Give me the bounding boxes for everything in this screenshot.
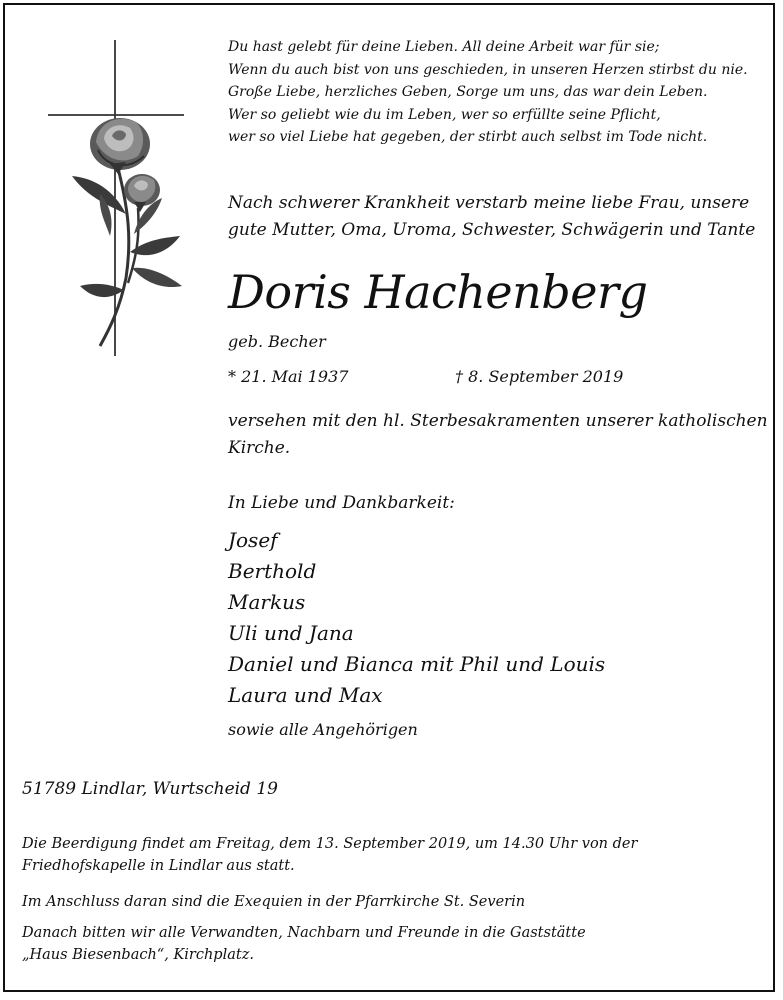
funeral-line: Die Beerdigung findet am Freitag, dem 13. September 2019, um 14.30 Uhr von der (22, 836, 638, 852)
mourner: Uli und Jana (228, 621, 354, 645)
poem-line: Wenn du auch bist von uns geschieden, in unseren Herzen stirbst du nie. (228, 61, 748, 78)
reception-line: Danach bitten wir alle Verwandten, Nachbarn und Freunde in die Gaststätte (22, 925, 586, 941)
death-announcement (228, 190, 755, 244)
announcement-line: gute Mutter, Oma, Uroma, Schwester, Schwägerin und Tante (228, 220, 756, 240)
reception-line: „Haus Biesenbach“, Kirchplatz. (22, 947, 254, 963)
birth-date: * 21. Mai 1937 (228, 367, 349, 386)
poem-line: Wer so geliebt wie du im Leben, wer so erfüllte seine Pflicht, (228, 106, 661, 123)
sacraments-line: versehen mit den hl. Sterbesakramenten unserer katholischen (228, 411, 768, 431)
sacraments-note (228, 408, 768, 462)
thanks-heading: In Liebe und Dankbarkeit: (228, 493, 455, 513)
mourner: Berthold (228, 559, 317, 583)
funeral-line: Friedhofskapelle in Lindlar aus statt. (22, 858, 295, 874)
poem-line: Große Liebe, herzliches Geben, Sorge um uns, das war dein Leben. (228, 84, 708, 100)
reception-info (22, 922, 586, 966)
maiden-name: geb. Becher (228, 332, 326, 351)
sacraments-line: Kirche. (228, 438, 291, 458)
funeral-info (22, 833, 637, 877)
poem-line: wer so viel Liebe hat gegeben, der stirbt auch selbst im Tode nicht. (228, 129, 708, 145)
mourner: Laura und Max (228, 683, 383, 707)
exequies-info: Im Anschluss daran sind die Exequien in der Pfarrkirche St. Severin (22, 894, 526, 910)
announcement-line: Nach schwerer Krankheit verstarb meine liebe Frau, unsere (228, 193, 750, 213)
address: 51789 Lindlar, Wurtscheid 19 (22, 779, 278, 799)
mourners-list (228, 525, 605, 711)
mourner: Josef (228, 528, 278, 552)
mourner: Markus (228, 590, 306, 614)
poem (228, 36, 748, 149)
mourner: Daniel und Bianca mit Phil und Louis (228, 652, 606, 676)
poem-line: Du hast gelebt für deine Lieben. All deine Arbeit war für sie; (228, 39, 660, 55)
relatives-note: sowie alle Angehörigen (228, 720, 418, 739)
deceased-name: Doris Hachenberg (228, 265, 648, 319)
cross-with-roses-icon (40, 38, 200, 360)
death-date: † 8. September 2019 (455, 367, 624, 386)
